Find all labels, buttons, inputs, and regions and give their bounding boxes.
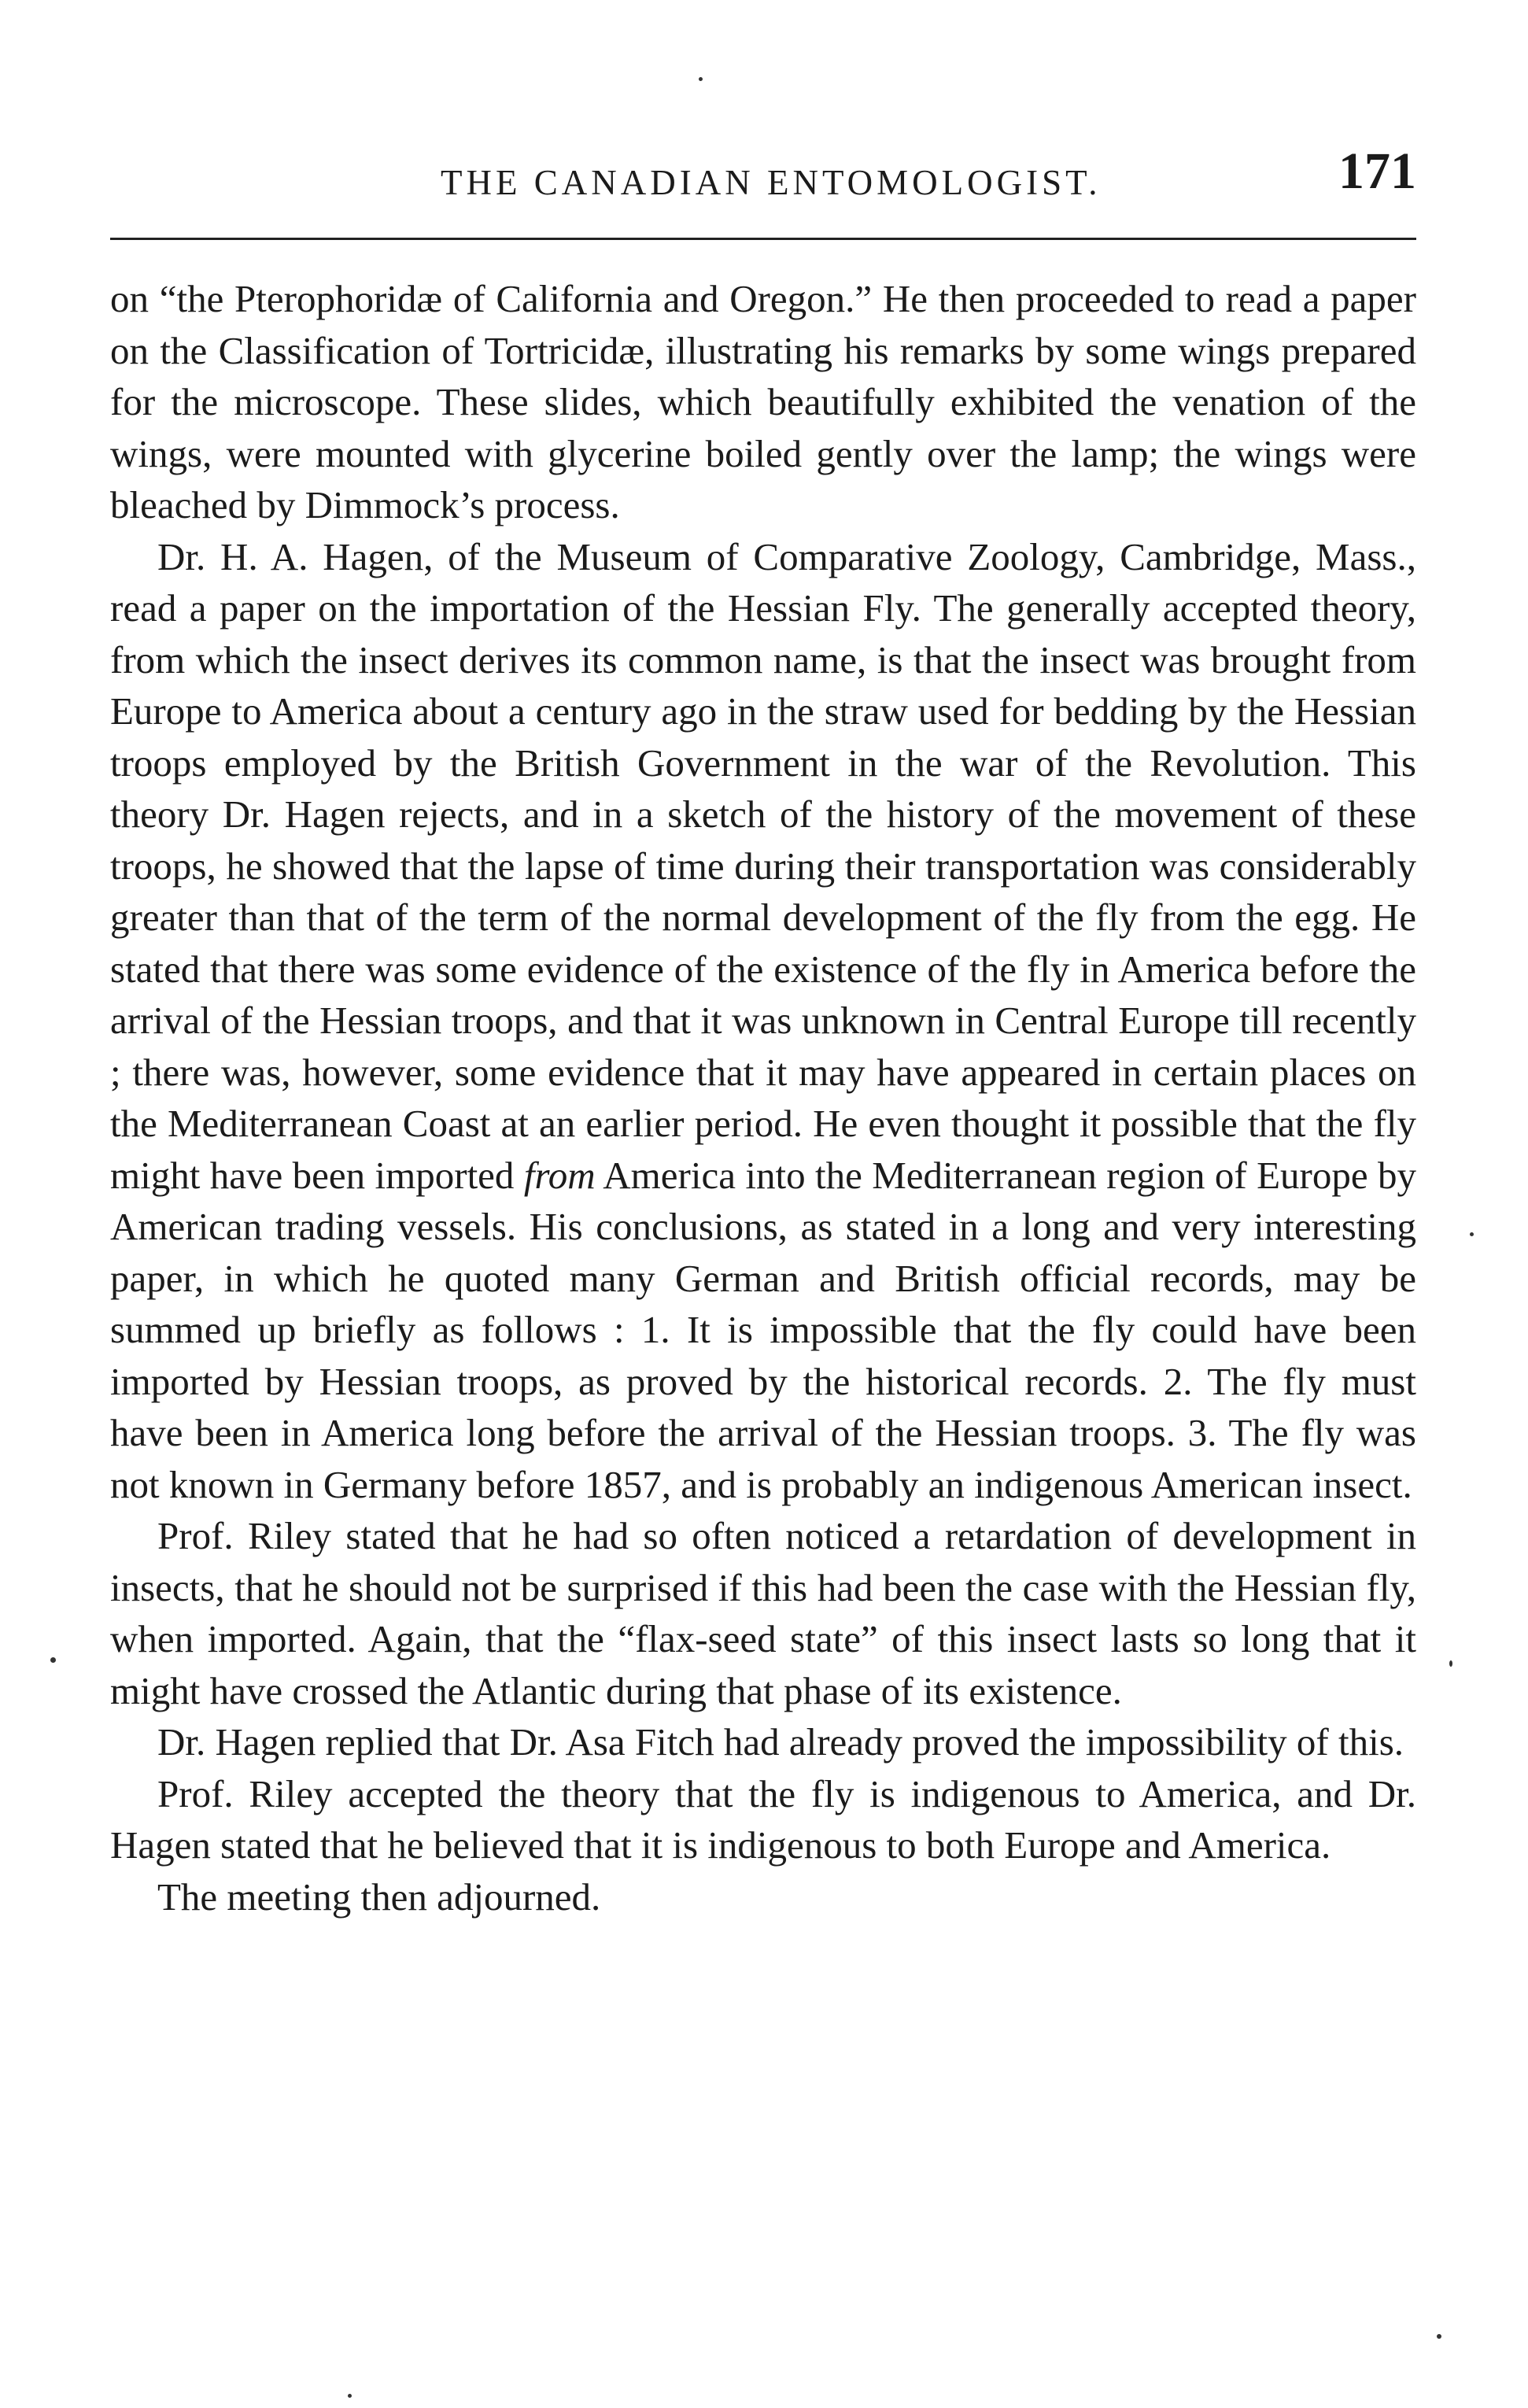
article-body (110, 273, 1416, 1922)
paragraph-2 (110, 531, 1416, 1511)
scan-speck (348, 2394, 352, 2398)
paragraph-2-text-before: Dr. H. A. Hagen, of the Museum of Comparative Zoology, Cambridge, Mass., read a paper on the importation of the Hessian Fly. The generally accepted theory, from which the insect derives its common name, is that the insect was brought from Europe to America about a century ago in the straw used for bedding by the Hessian troops employed by the British Government in the war of the Revolution. This theory Dr. Hagen rejects, and in a sketch of the history of the movement of these troops, he showed that the lapse of time during their transportation was considerably greater than that of the term of the normal development of the fly from the egg. He stated that there was some evidence of the existence of the fly in America before the arrival of the Hessian troops, and that it was unknown in Central Europe till recently ; there was, however, some evidence that it may have appeared in certain places on the Mediterranean Coast at an earlier period. He even thought it possible that the fly might have been imported (110, 534, 1416, 1197)
paragraph-2-emphasis: from (523, 1153, 596, 1197)
paragraph-5: Prof. Riley accepted the theory that the fly is indigenous to America, and Dr. Hagen stated that he believed that it is indigenous to both Europe and America. (110, 1771, 1416, 1867)
paragraph-3: Prof. Riley stated that he had so often noticed a retardation of development in insects, that he should not be surprised if this had been the case with the Hessian fly, when imported. Again, that the “flax-seed state” of this insect lasts so long that it might have crossed the Atlantic during that phase of its existence. (110, 1514, 1416, 1712)
scan-speck (50, 1657, 56, 1663)
paragraph-2-text-after: America into the Mediterranean region of Europe by American trading vessels. His conclusions, as stated in a long and very interesting paper, in which he quoted many German and British official records, may be summed up briefly as follows : 1. It is impossible that the fly could have been imported by Hessian troops, as proved by the historical records. 2. The fly must have been in America long before the arrival of the Hessian troops. 3. The fly was not known in Germany before 1857, and is probably an indigenous American insect. (110, 1153, 1416, 1506)
scan-speck (1437, 2334, 1441, 2339)
scan-speck (699, 77, 703, 81)
header-rule (110, 238, 1416, 240)
journal-title: THE CANADIAN ENTOMOLOGIST. (441, 163, 1102, 202)
paragraph-6: The meeting then adjourned. (157, 1874, 601, 1919)
running-head (110, 142, 1416, 228)
page (110, 142, 1416, 1922)
paragraph-1: on “the Pterophoridæ of California and Oregon.” He then proceeded to read a paper on the Classification of Tortricidæ, illustrating his remarks by some wings prepared for the microscope. These slides, which beautifully exhibited the venation of the wings, were mounted with glycerine boiled gently over the lamp; the wings were bleached by Dimmock’s process. (110, 277, 1416, 526)
scan-speck (1470, 1232, 1474, 1236)
page-number: 171 (1338, 142, 1416, 200)
scan-speck (1449, 1660, 1452, 1667)
paragraph-4: Dr. Hagen replied that Dr. Asa Fitch had already proved the impossibility of this. (157, 1720, 1404, 1764)
